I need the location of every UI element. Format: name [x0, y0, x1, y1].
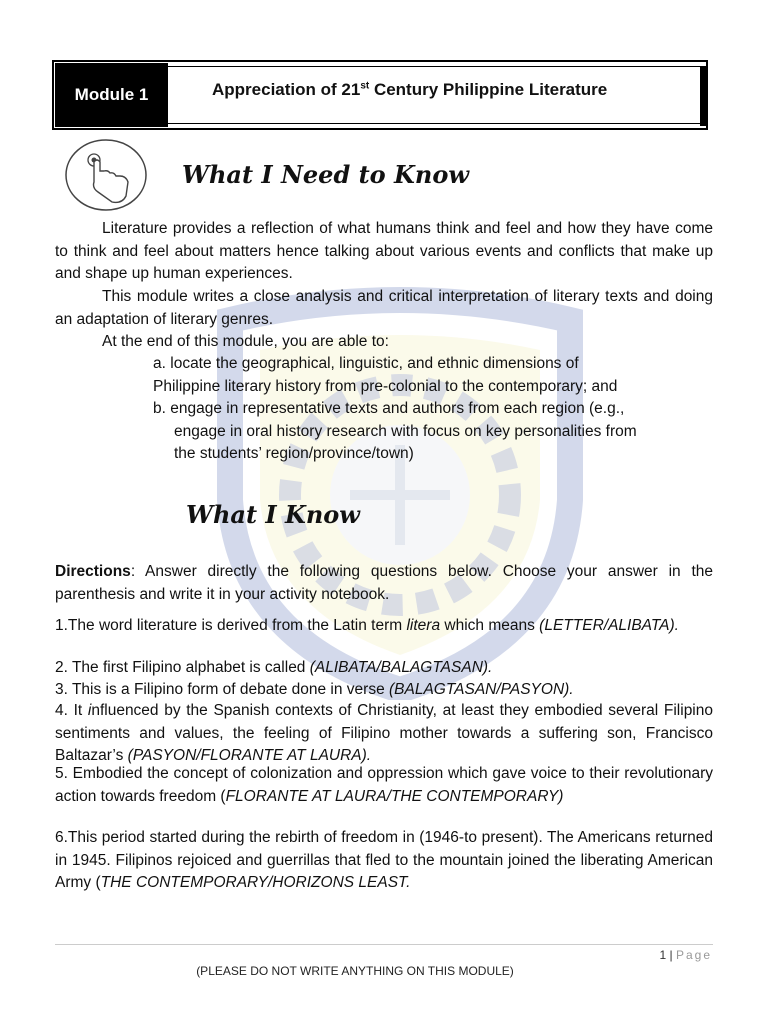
objective-a-line1: locate the geographical, linguistic, and ethnic dimensions of	[170, 355, 579, 372]
q6-text: 6.This period started during the rebirth of freedom in (1946-to present). The Americans returned in 1945. Filipinos rejoiced and guerrillas that fled to the mountain joined the liberating American Army (	[55, 829, 713, 891]
q1-text-a: 1.The word literature is derived from the Latin term	[55, 617, 407, 634]
intro-paragraph-2: This module writes a close analysis and critical interpretation of literary texts and doing an adaptation of literary genres.	[55, 288, 713, 328]
q1-choices: (LETTER/ALIBATA).	[539, 617, 679, 634]
question-1	[55, 615, 713, 638]
module-title	[212, 80, 607, 100]
question-4	[55, 700, 713, 768]
objective-marker-a: a.	[153, 355, 166, 372]
q1-text-c: which means	[440, 617, 540, 634]
page-label: Page	[675, 948, 712, 962]
module-number-tag: Module 1	[55, 63, 168, 127]
intro-paragraph-1: Literature provides a reflection of what humans think and feel and how they have come to think and feel about matters hence talking about various events and conflicts that make up and shape up human experiences.	[55, 220, 713, 282]
question-3	[55, 679, 713, 702]
objective-marker-b: b.	[153, 400, 166, 417]
directions-text: : Answer directly the following questions below. Choose your answer in the parenthesis and write it in your activity notebook.	[55, 563, 713, 603]
page-number	[659, 948, 712, 962]
objective-item-b-cont2: the students’ region/province/town)	[174, 445, 414, 462]
objective-item-a-cont: Philippine literary history from pre-colonial to the contemporary; and	[153, 378, 618, 395]
q5-text: 5. Embodied the concept of colonization and oppression which gave voice to their revolutionary action towards freedom (	[55, 765, 713, 805]
touch-hand-icon	[64, 138, 148, 212]
page-number-separator: |	[666, 948, 676, 962]
q2-text: 2. The first Filipino alphabet is called	[55, 659, 310, 676]
objective-item-a	[153, 353, 713, 376]
q4-text-c: nfluenced by the Spanish contexts of Christianity, at least they embodied several Filipino sentiments and values, the feeling of Filipino mother towards a suffering son, Francisco Baltazar’s	[55, 702, 713, 764]
q6-choices: THE CONTEMPORARY/HORIZONS LEAST.	[100, 874, 411, 891]
question-2	[55, 657, 713, 680]
q3-text: 3. This is a Filipino form of debate done in verse	[55, 681, 389, 698]
question-5	[55, 763, 713, 808]
objective-item-b	[153, 398, 713, 421]
q4-text-a: 4. It	[55, 702, 88, 719]
q2-choices: (ALIBATA/BALAGTASAN).	[309, 659, 493, 676]
module-title-suffix: Century Philippine Literature	[369, 80, 608, 99]
intro-paragraph-3: At the end of this module, you are able to:	[102, 333, 389, 350]
module-title-prefix: Appreciation of 21	[212, 80, 361, 99]
q5-choices: FLORANTE AT LAURA/THE CONTEMPORARY)	[225, 787, 564, 805]
section-heading-need-to-know: What I Need to Know	[182, 160, 470, 189]
q4-choices: (PASYON/FLORANTE AT LAURA).	[127, 747, 372, 764]
header-right-bar	[700, 66, 706, 126]
footer-divider	[55, 944, 713, 945]
footer-note: (PLEASE DO NOT WRITE ANYTHING ON THIS MODULE)	[196, 964, 514, 978]
question-6	[55, 827, 713, 895]
objective-b-line1: engage in representative texts and authors from each region (e.g.,	[170, 400, 625, 417]
module-title-sup: st	[360, 80, 370, 92]
directions-paragraph	[55, 561, 713, 606]
section-heading-what-i-know: What I Know	[186, 500, 360, 529]
q4-italic-i: i	[87, 702, 92, 719]
page-number-value: 1	[659, 948, 667, 962]
objective-item-b-cont1: engage in oral history research with focus on key personalities from	[174, 423, 637, 440]
directions-label: Directions	[55, 563, 131, 580]
q1-latin-term: litera	[406, 617, 441, 634]
q3-choices: (BALAGTASAN/PASYON).	[389, 681, 574, 698]
